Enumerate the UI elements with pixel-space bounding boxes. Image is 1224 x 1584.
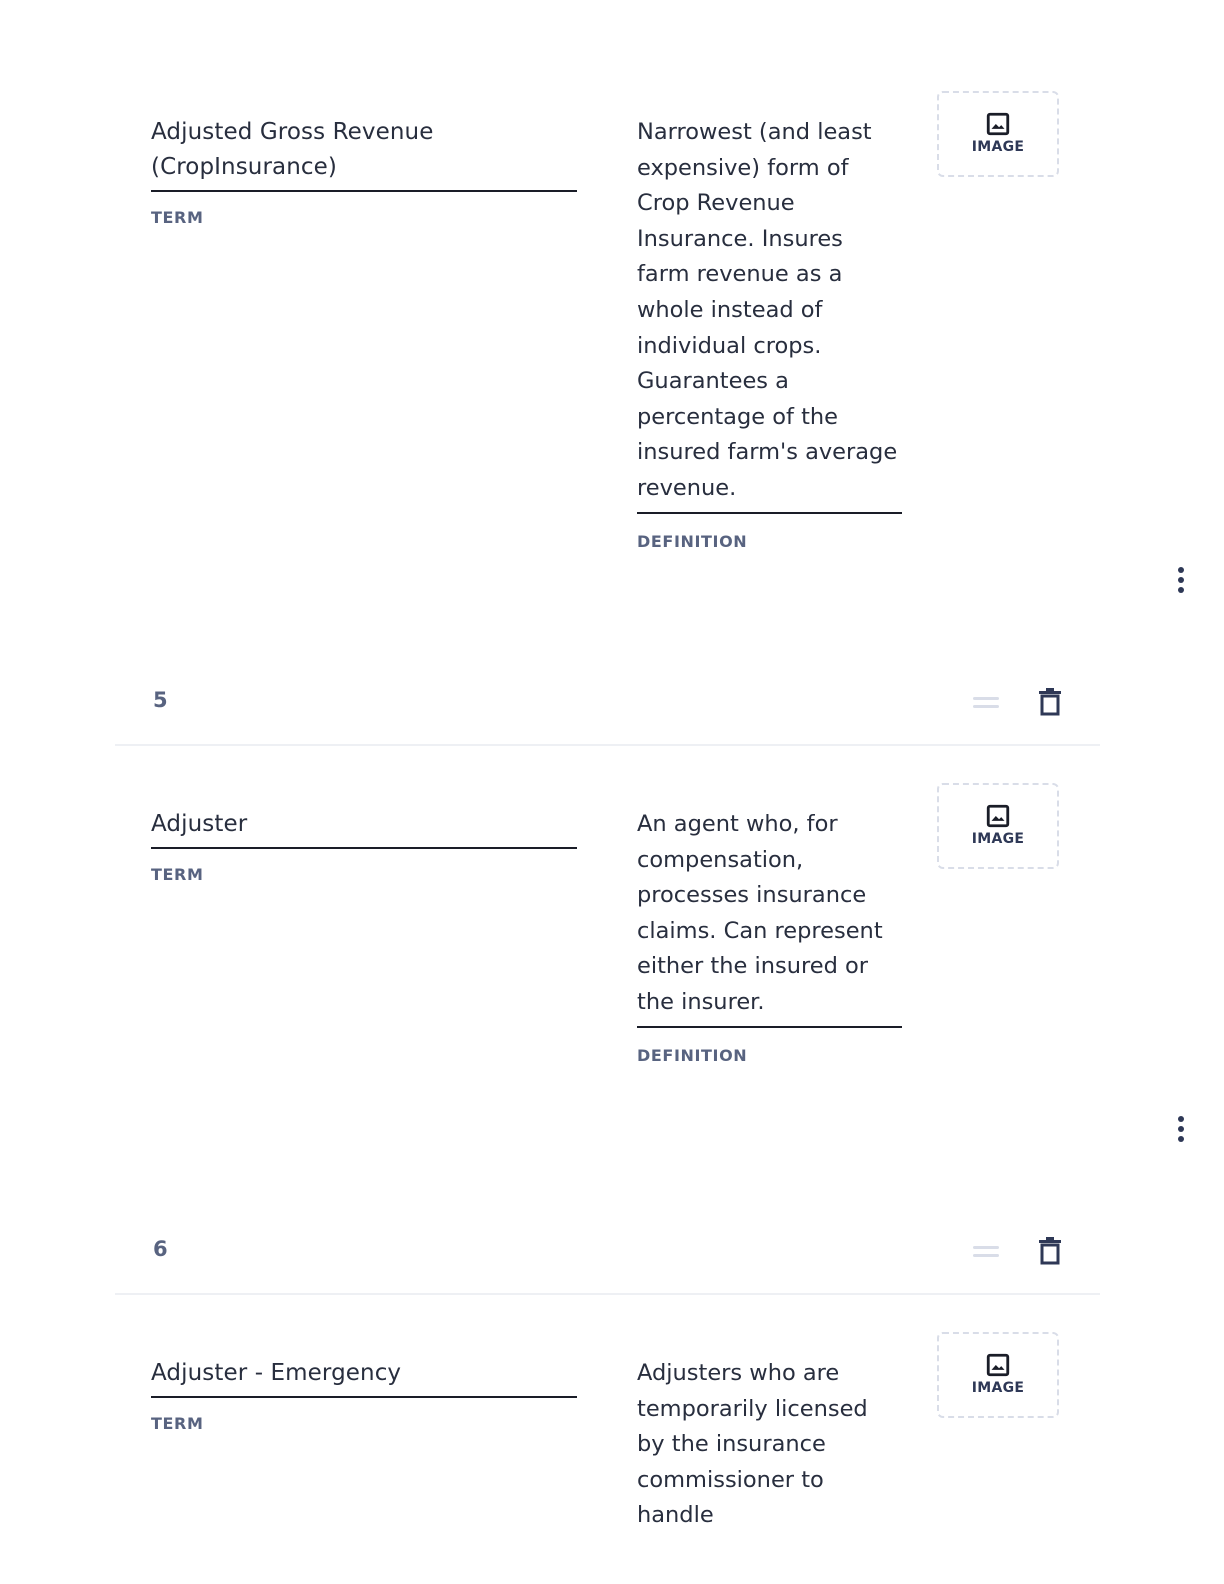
definition-input[interactable]: An agent who, for compensation, processes insurance claims. Can represent either the insured or the insurer. (637, 807, 902, 1028)
definition-field[interactable] (637, 807, 902, 1065)
more-options-icon[interactable] (1171, 564, 1191, 596)
term-input[interactable]: Adjusted Gross Revenue (CropInsurance) (151, 115, 577, 192)
add-image-button[interactable] (937, 1332, 1059, 1418)
trash-icon[interactable] (1037, 688, 1063, 716)
trash-icon[interactable] (1037, 1237, 1063, 1265)
card-6-toolbar (115, 1237, 1100, 1297)
term-field[interactable] (151, 115, 577, 227)
add-image-button[interactable] (937, 783, 1059, 869)
image-label: IMAGE (971, 1380, 1025, 1396)
term-input[interactable]: Adjuster - Emergency (151, 1356, 577, 1398)
image-label: IMAGE (971, 139, 1025, 155)
term-field[interactable] (151, 1356, 577, 1433)
image-icon (985, 1352, 1011, 1378)
term-label: TERM (151, 1414, 204, 1433)
drag-handle-icon[interactable] (973, 695, 999, 711)
definition-input[interactable]: Narrowest (and least expensive) form of Crop Revenue Insurance. Insures farm revenue as a whole instead of individual crops. Guarantees a percentage of the insured farm's average revenue. (637, 115, 902, 514)
card-divider (115, 1293, 1100, 1295)
more-options-icon[interactable] (1171, 1113, 1191, 1145)
add-image-button[interactable] (937, 91, 1059, 177)
card-divider (115, 744, 1100, 746)
definition-field[interactable] (637, 1356, 902, 1539)
term-label: TERM (151, 208, 204, 227)
card-5-toolbar (115, 688, 1100, 748)
image-icon (985, 803, 1011, 829)
definition-field[interactable] (637, 115, 902, 551)
drag-handle-icon[interactable] (973, 1244, 999, 1260)
term-input[interactable]: Adjuster (151, 807, 577, 849)
card-number: 6 (153, 1237, 168, 1261)
image-icon (985, 111, 1011, 137)
term-label: TERM (151, 865, 204, 884)
card-number: 5 (153, 688, 168, 712)
definition-label: DEFINITION (637, 1045, 748, 1065)
image-label: IMAGE (971, 831, 1025, 847)
definition-input[interactable]: Adjusters who are temporarily licensed by the insurance commissioner to handle (637, 1360, 868, 1529)
term-field[interactable] (151, 807, 577, 884)
definition-label: DEFINITION (637, 531, 748, 551)
